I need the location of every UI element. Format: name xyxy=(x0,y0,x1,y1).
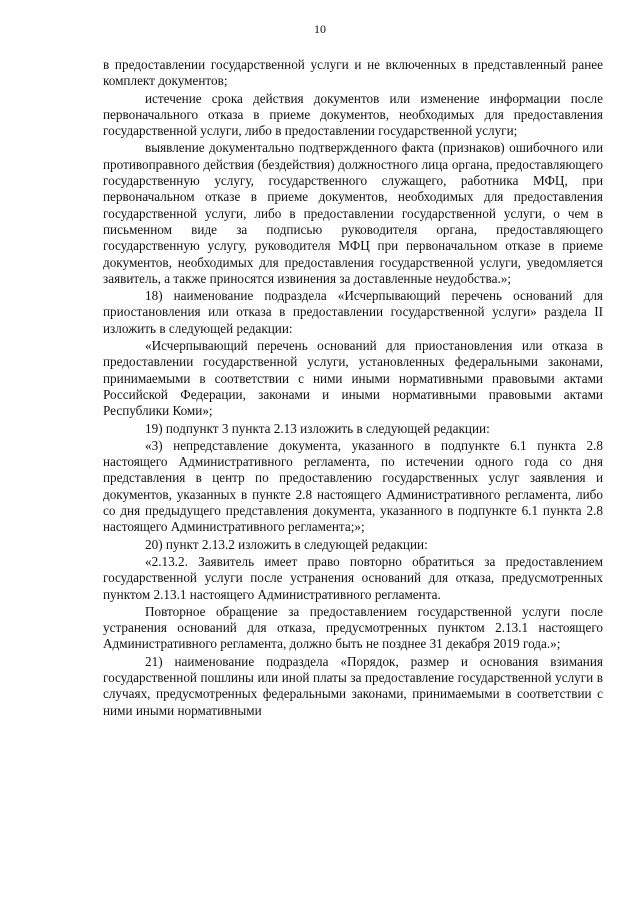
document-body xyxy=(103,57,603,719)
paragraph-item-19: 19) подпункт 3 пункта 2.13 изложить в следующей редакции: xyxy=(145,420,490,436)
paragraph-quote-2-13-2: «2.13.2. Заявитель имеет право повторно обратиться за предоставлением государственной услуги после устранения оснований для отказа, предусмотренных пунктом 2.13.1 настоящего Административного регламента. xyxy=(103,553,603,602)
paragraph-item-21: 21) наименование подраздела «Порядок, размер и основания взимания государственной пошлины или иной платы за предоставление государственной услуги в случаях, предусмотренных федеральными законами, принимаемыми в соответствии с ними иными нормативными xyxy=(103,653,603,718)
paragraph-quote-subsection-title: «Исчерпывающий перечень оснований для приостановления или отказа в предоставлении государственной услуги, установленных федеральными законами, принимаемыми в соответствии с ними иными нормативными правовыми актами Российской Федерации, законами и иными нормативными правовыми актами Республики Коми»; xyxy=(103,338,603,419)
paragraph-quote-subitem-3: «3) непредставление документа, указанного в подпункте 6.1 пункта 2.8 настоящего Административного регламента, по истечении одного года со дня представления в центр по предоставлению государственных услуг заявления и документов, указанных в пункте 2.8 настоящего Административного регламента, либо со дня предыдущего представления документа, указанного в подпункте 6.1 пункта 2.8 настоящего Административного регламента;»; xyxy=(103,437,603,535)
page-number: 10 xyxy=(314,22,326,36)
paragraph-document-expiry: истечение срока действия документов или изменение информации после первоначального отказа в приеме документов, необходимых для предоставления государственной услуги, либо в предоставлении государственной услуги; xyxy=(103,90,603,139)
paragraph-continuation: в предоставлении государственной услуги и не включенных в представленный ранее комплект документов; xyxy=(103,57,603,89)
paragraph-item-20: 20) пункт 2.13.2 изложить в следующей редакции: xyxy=(145,536,428,552)
paragraph-error-detection: выявление документально подтвержденного факта (признаков) ошибочного или противоправного действия (бездействия) должностного лица органа, предоставляющего государственную услугу, государственного служащего, работника МФЦ, при первоначальном отказе в приеме документов, необходимых для предоставления государственной услуги, либо в предоставлении государственной услуги, о чем в письменном виде за подписью руководителя органа, предоставляющего государственную услугу, руководителя МФЦ при первоначальном отказе в приеме документов, необходимых для предоставления государственной услуги, уведомляется заявитель, а также приносятся извинения за доставленные неудобства.»; xyxy=(103,140,603,286)
paragraph-repeat-request: Повторное обращение за предоставлением государственной услуги после устранения оснований для отказа, предусмотренных пунктом 2.13.1 настоящего Административного регламента, должно быть не позднее 31 декабря 2019 года.»; xyxy=(103,603,603,652)
paragraph-item-18: 18) наименование подраздела «Исчерпывающий перечень оснований для приостановления или отказа в предоставлении государственной услуги» раздела II изложить в следующей редакции: xyxy=(103,288,603,336)
